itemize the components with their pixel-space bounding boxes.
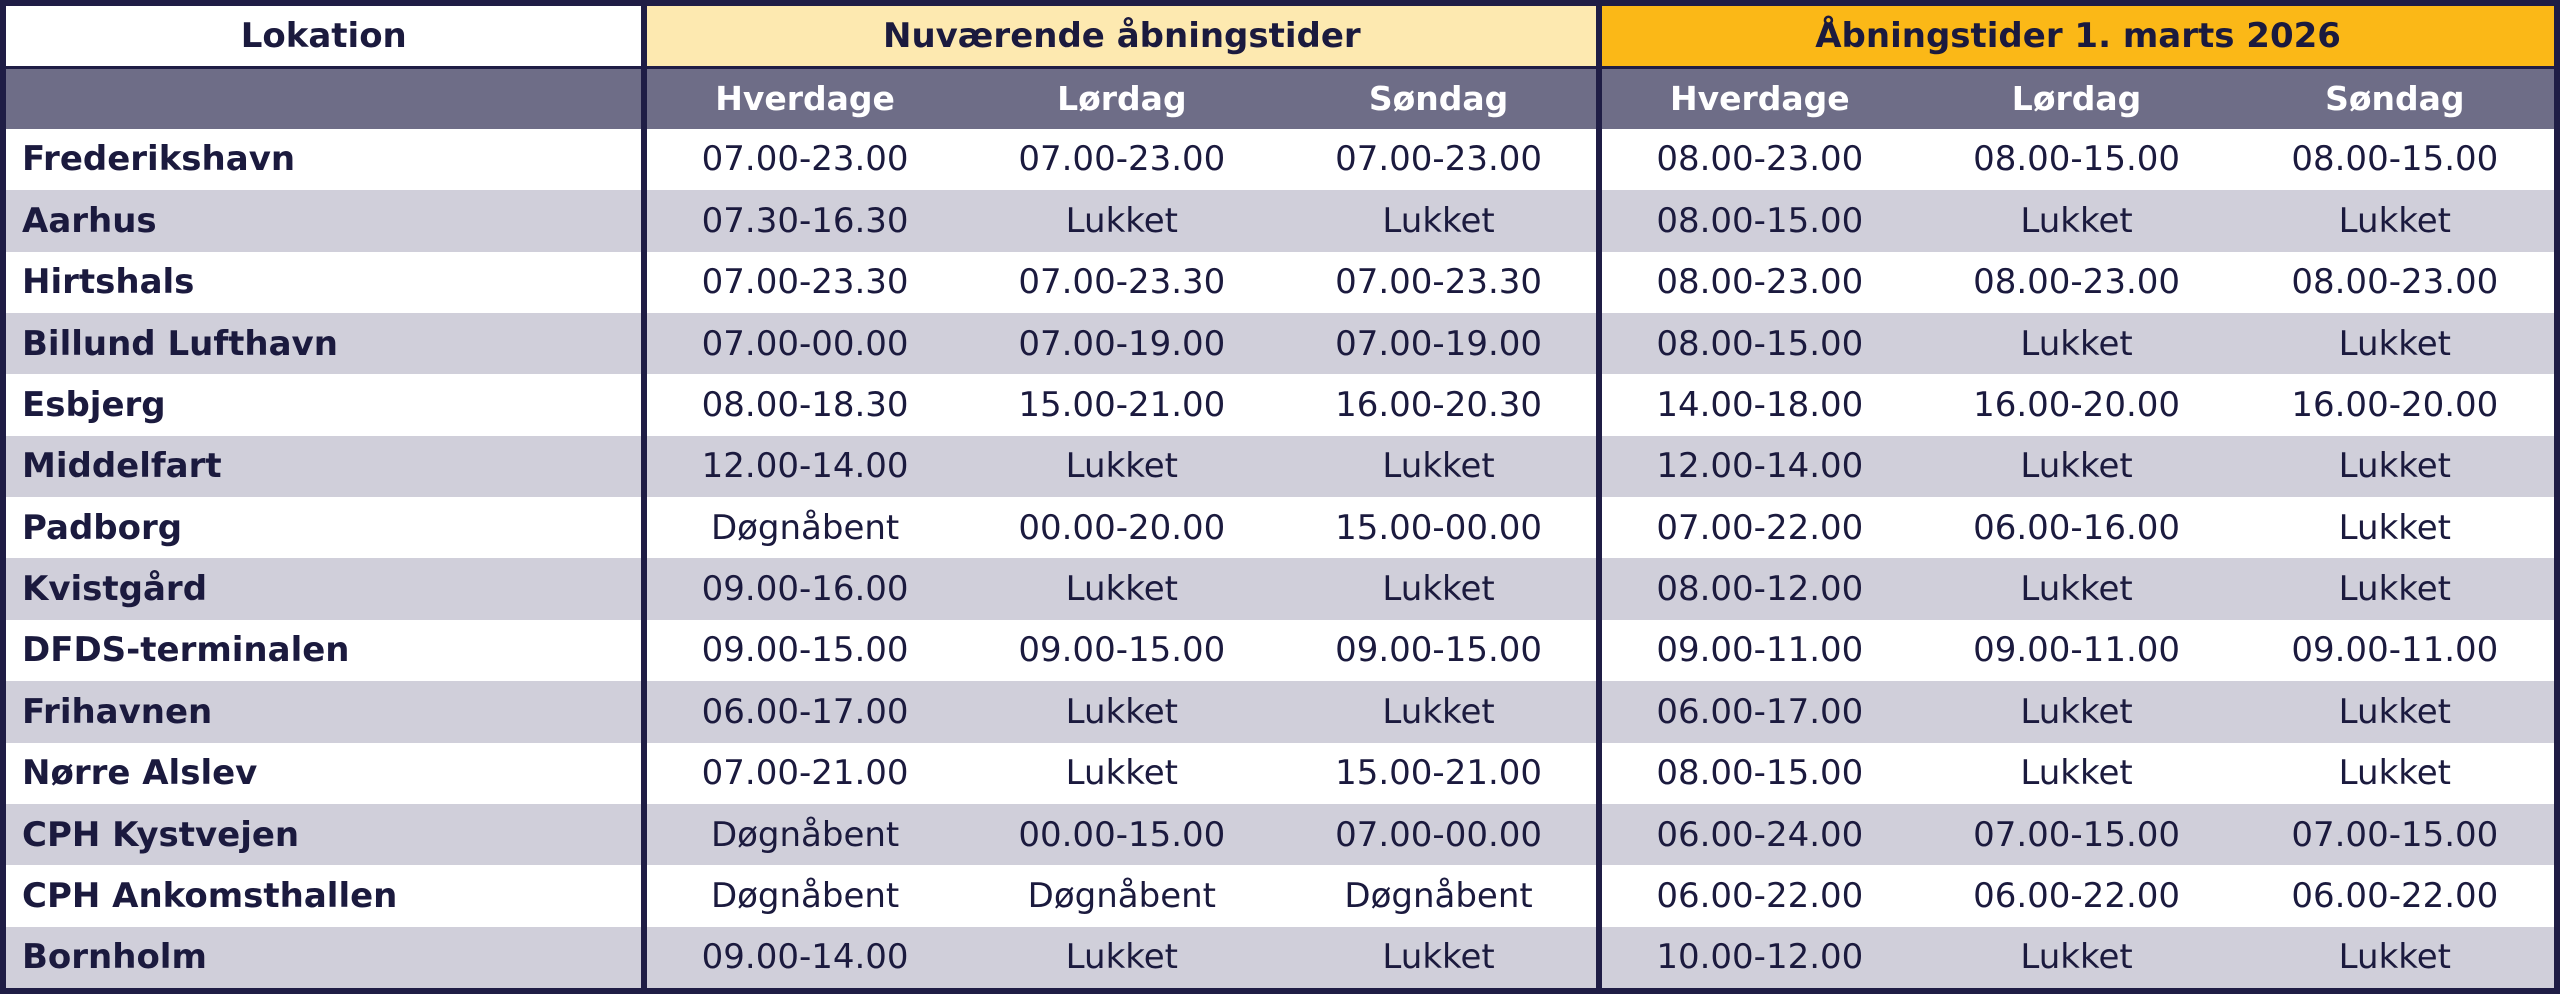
new-weekdays-cell: 08.00-15.00 <box>1599 190 1917 251</box>
new-saturday-cell: 06.00-22.00 <box>1917 865 2235 926</box>
location-cell: Frederikshavn <box>6 129 644 190</box>
new-saturday-cell: 07.00-15.00 <box>1917 804 2235 865</box>
current-sunday-cell: 07.00-00.00 <box>1281 804 1599 865</box>
current-weekdays-cell: 09.00-16.00 <box>644 558 962 619</box>
table-row <box>6 681 2554 742</box>
location-cell: Billund Lufthavn <box>6 313 644 374</box>
current-weekdays-cell: 09.00-15.00 <box>644 620 962 681</box>
sub-header-row <box>6 67 2554 128</box>
location-cell: Middelfart <box>6 436 644 497</box>
new-weekdays-cell: 10.00-12.00 <box>1599 927 1917 988</box>
new-weekdays-cell: 06.00-24.00 <box>1599 804 1917 865</box>
current-saturday-cell: Lukket <box>963 190 1281 251</box>
current-weekdays-cell: 09.00-14.00 <box>644 927 962 988</box>
new-saturday-cell: Lukket <box>1917 436 2235 497</box>
current-weekdays-cell: 12.00-14.00 <box>644 436 962 497</box>
new-saturday-cell: 16.00-20.00 <box>1917 374 2235 435</box>
table-row <box>6 129 2554 190</box>
new-saturday-cell: 06.00-16.00 <box>1917 497 2235 558</box>
table-row <box>6 313 2554 374</box>
location-cell: Frihavnen <box>6 681 644 742</box>
group-header-row <box>6 6 2554 67</box>
current-saturday-cell: Lukket <box>963 743 1281 804</box>
current-saturday-cell: 07.00-19.00 <box>963 313 1281 374</box>
current-sunday-cell: 07.00-19.00 <box>1281 313 1599 374</box>
current-sunday-cell: Lukket <box>1281 558 1599 619</box>
table-row <box>6 497 2554 558</box>
current-saturday-cell: Lukket <box>963 558 1281 619</box>
location-cell: CPH Kystvejen <box>6 804 644 865</box>
current-weekdays-cell: 07.00-21.00 <box>644 743 962 804</box>
new-weekdays-cell: 12.00-14.00 <box>1599 436 1917 497</box>
location-cell: Bornholm <box>6 927 644 988</box>
new-sunday-cell: 06.00-22.00 <box>2236 865 2554 926</box>
current-sunday-cell: Lukket <box>1281 681 1599 742</box>
current-sunday-cell: Lukket <box>1281 927 1599 988</box>
new-sunday-cell: 08.00-23.00 <box>2236 252 2554 313</box>
current-saturday-cell: Lukket <box>963 436 1281 497</box>
new-weekdays-cell: 08.00-23.00 <box>1599 252 1917 313</box>
table-body <box>6 129 2554 988</box>
location-column-header: Lokation <box>6 6 644 67</box>
current-saturday-cell: 07.00-23.30 <box>963 252 1281 313</box>
new-sunday-cell: 09.00-11.00 <box>2236 620 2554 681</box>
current-sunday-cell: Lukket <box>1281 436 1599 497</box>
current-weekdays-header: Hverdage <box>644 67 962 128</box>
current-weekdays-cell: 08.00-18.30 <box>644 374 962 435</box>
new-saturday-header: Lørdag <box>1917 67 2235 128</box>
table-row <box>6 252 2554 313</box>
current-sunday-cell: 15.00-00.00 <box>1281 497 1599 558</box>
table-row <box>6 927 2554 988</box>
new-sunday-cell: Lukket <box>2236 436 2554 497</box>
new-saturday-cell: 08.00-23.00 <box>1917 252 2235 313</box>
current-saturday-cell: Lukket <box>963 681 1281 742</box>
current-weekdays-cell: Døgnåbent <box>644 804 962 865</box>
current-weekdays-cell: 06.00-17.00 <box>644 681 962 742</box>
current-saturday-cell: 00.00-15.00 <box>963 804 1281 865</box>
current-weekdays-cell: Døgnåbent <box>644 497 962 558</box>
new-sunday-cell: Lukket <box>2236 497 2554 558</box>
table-row <box>6 558 2554 619</box>
location-cell: Nørre Alslev <box>6 743 644 804</box>
location-cell: Hirtshals <box>6 252 644 313</box>
table-row <box>6 190 2554 251</box>
new-weekdays-cell: 09.00-11.00 <box>1599 620 1917 681</box>
new-sunday-cell: 08.00-15.00 <box>2236 129 2554 190</box>
current-weekdays-cell: Døgnåbent <box>644 865 962 926</box>
table-row <box>6 436 2554 497</box>
opening-hours-table <box>6 6 2554 988</box>
new-saturday-cell: Lukket <box>1917 313 2235 374</box>
current-sunday-cell: 07.00-23.30 <box>1281 252 1599 313</box>
current-sunday-cell: 07.00-23.00 <box>1281 129 1599 190</box>
current-sunday-header: Søndag <box>1281 67 1599 128</box>
location-cell: Padborg <box>6 497 644 558</box>
current-hours-group-header: Nuværende åbningstider <box>644 6 1599 67</box>
new-weekdays-cell: 08.00-12.00 <box>1599 558 1917 619</box>
new-weekdays-cell: 06.00-17.00 <box>1599 681 1917 742</box>
current-sunday-cell: 16.00-20.30 <box>1281 374 1599 435</box>
new-saturday-cell: Lukket <box>1917 190 2235 251</box>
new-sunday-cell: Lukket <box>2236 558 2554 619</box>
new-sunday-cell: 16.00-20.00 <box>2236 374 2554 435</box>
new-saturday-cell: Lukket <box>1917 927 2235 988</box>
new-weekdays-cell: 08.00-23.00 <box>1599 129 1917 190</box>
new-sunday-header: Søndag <box>2236 67 2554 128</box>
new-saturday-cell: 08.00-15.00 <box>1917 129 2235 190</box>
new-saturday-cell: Lukket <box>1917 681 2235 742</box>
current-saturday-cell: Lukket <box>963 927 1281 988</box>
current-sunday-cell: 15.00-21.00 <box>1281 743 1599 804</box>
table-row <box>6 743 2554 804</box>
location-cell: DFDS-terminalen <box>6 620 644 681</box>
new-sunday-cell: Lukket <box>2236 927 2554 988</box>
table-row <box>6 804 2554 865</box>
current-saturday-cell: 00.00-20.00 <box>963 497 1281 558</box>
new-saturday-cell: 09.00-11.00 <box>1917 620 2235 681</box>
new-weekdays-cell: 14.00-18.00 <box>1599 374 1917 435</box>
new-sunday-cell: 07.00-15.00 <box>2236 804 2554 865</box>
new-sunday-cell: Lukket <box>2236 313 2554 374</box>
table-row <box>6 620 2554 681</box>
current-saturday-header: Lørdag <box>963 67 1281 128</box>
new-weekdays-header: Hverdage <box>1599 67 1917 128</box>
location-cell: CPH Ankomsthallen <box>6 865 644 926</box>
current-saturday-cell: 07.00-23.00 <box>963 129 1281 190</box>
new-sunday-cell: Lukket <box>2236 743 2554 804</box>
new-saturday-cell: Lukket <box>1917 743 2235 804</box>
new-weekdays-cell: 08.00-15.00 <box>1599 743 1917 804</box>
new-weekdays-cell: 06.00-22.00 <box>1599 865 1917 926</box>
current-sunday-cell: 09.00-15.00 <box>1281 620 1599 681</box>
current-weekdays-cell: 07.00-23.30 <box>644 252 962 313</box>
location-cell: Esbjerg <box>6 374 644 435</box>
location-cell: Kvistgård <box>6 558 644 619</box>
current-saturday-cell: 09.00-15.00 <box>963 620 1281 681</box>
new-hours-group-header: Åbningstider 1. marts 2026 <box>1599 6 2554 67</box>
current-sunday-cell: Lukket <box>1281 190 1599 251</box>
table-row <box>6 374 2554 435</box>
location-cell: Aarhus <box>6 190 644 251</box>
location-sub-header <box>6 67 644 128</box>
current-sunday-cell: Døgnåbent <box>1281 865 1599 926</box>
table-row <box>6 865 2554 926</box>
new-weekdays-cell: 07.00-22.00 <box>1599 497 1917 558</box>
new-sunday-cell: Lukket <box>2236 681 2554 742</box>
current-saturday-cell: Døgnåbent <box>963 865 1281 926</box>
current-weekdays-cell: 07.00-23.00 <box>644 129 962 190</box>
new-saturday-cell: Lukket <box>1917 558 2235 619</box>
current-weekdays-cell: 07.00-00.00 <box>644 313 962 374</box>
new-weekdays-cell: 08.00-15.00 <box>1599 313 1917 374</box>
new-sunday-cell: Lukket <box>2236 190 2554 251</box>
current-weekdays-cell: 07.30-16.30 <box>644 190 962 251</box>
current-saturday-cell: 15.00-21.00 <box>963 374 1281 435</box>
